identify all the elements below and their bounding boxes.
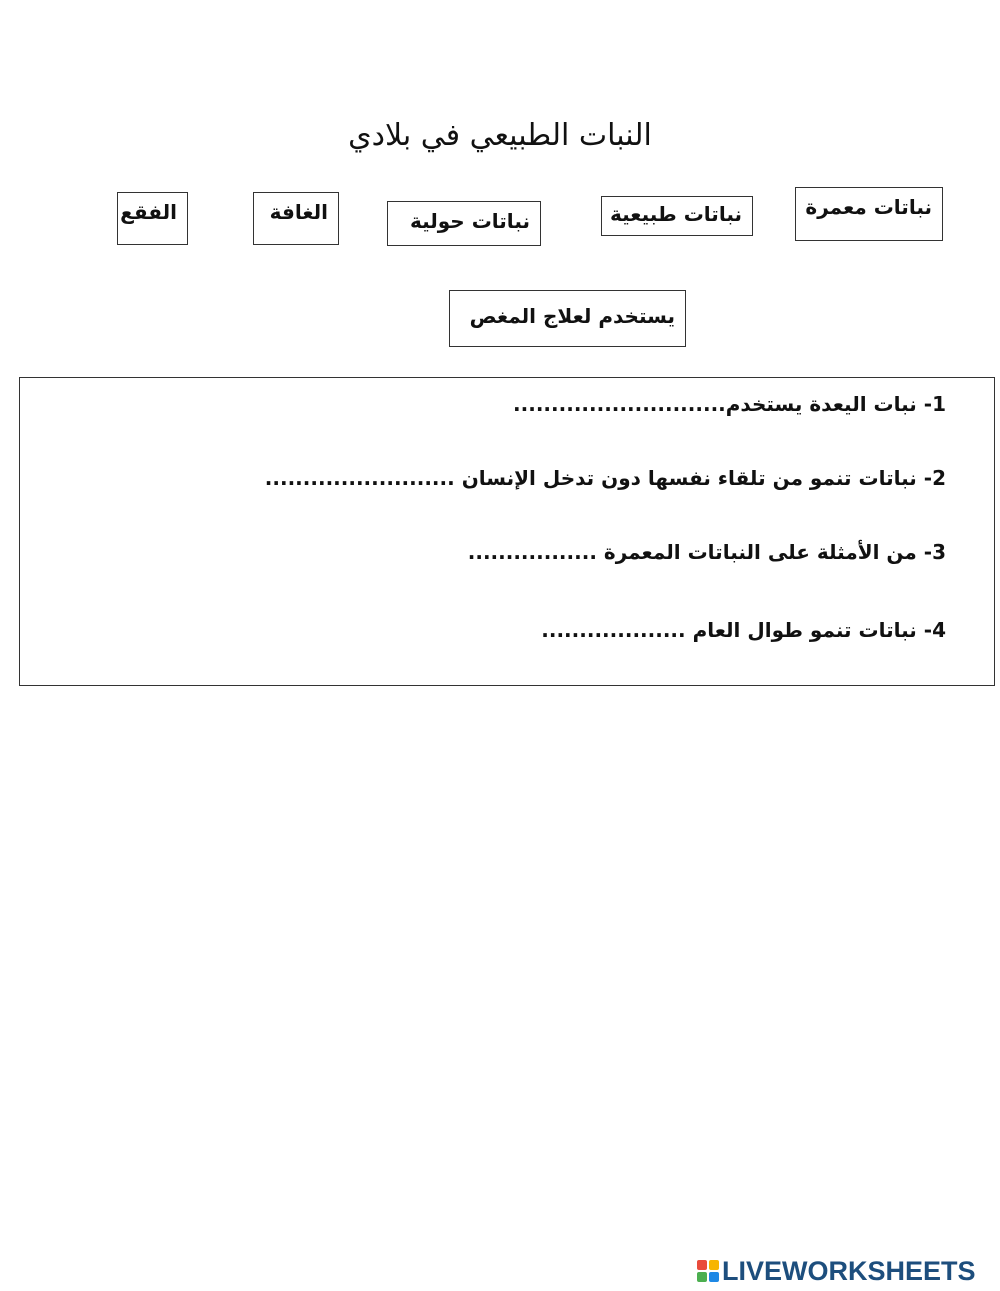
answer-blank[interactable]: ................. [467, 540, 597, 564]
logo-squares-icon [697, 1260, 719, 1282]
question-4 [541, 618, 946, 642]
logo-square-blue [709, 1272, 719, 1282]
logo-square-red [697, 1260, 707, 1270]
answer-blank[interactable]: ............................ [513, 392, 726, 416]
question-3 [468, 540, 946, 564]
answer-blank[interactable]: ................... [541, 618, 686, 642]
logo-text: LIVEWORKSHEETS [722, 1255, 976, 1286]
logo-square-yellow [709, 1260, 719, 1270]
word-bank-item-annual-plants[interactable]: نباتات حولية [387, 201, 541, 246]
word-bank-item-ghaf[interactable]: الغافة [253, 192, 339, 245]
question-text: 1- نبات اليعدة يستخدم [725, 392, 946, 416]
answer-blank[interactable]: ......................... [264, 466, 455, 490]
questions-panel [19, 377, 995, 686]
question-text: 4- نباتات تنمو طوال العام [692, 618, 946, 642]
logo-square-green [697, 1272, 707, 1282]
question-text: 3- من الأمثلة على النباتات المعمرة [603, 540, 946, 564]
word-bank-item-perennial-plants[interactable]: نباتات معمرة [795, 187, 943, 241]
liveworksheets-logo [697, 1255, 976, 1287]
worksheet-title: النبات الطبيعي في بلادي [348, 118, 652, 153]
question-text: 2- نباتات تنمو من تلقاء نفسها دون تدخل الإنسان [461, 466, 946, 490]
word-bank-item-truffle[interactable]: الفقع [117, 192, 188, 245]
word-bank-item-natural-plants[interactable]: نباتات طبيعية [601, 196, 753, 236]
question-2 [265, 466, 946, 490]
question-1 [513, 392, 946, 416]
word-bank-item-colic-treatment[interactable]: يستخدم لعلاج المغص [449, 290, 686, 347]
